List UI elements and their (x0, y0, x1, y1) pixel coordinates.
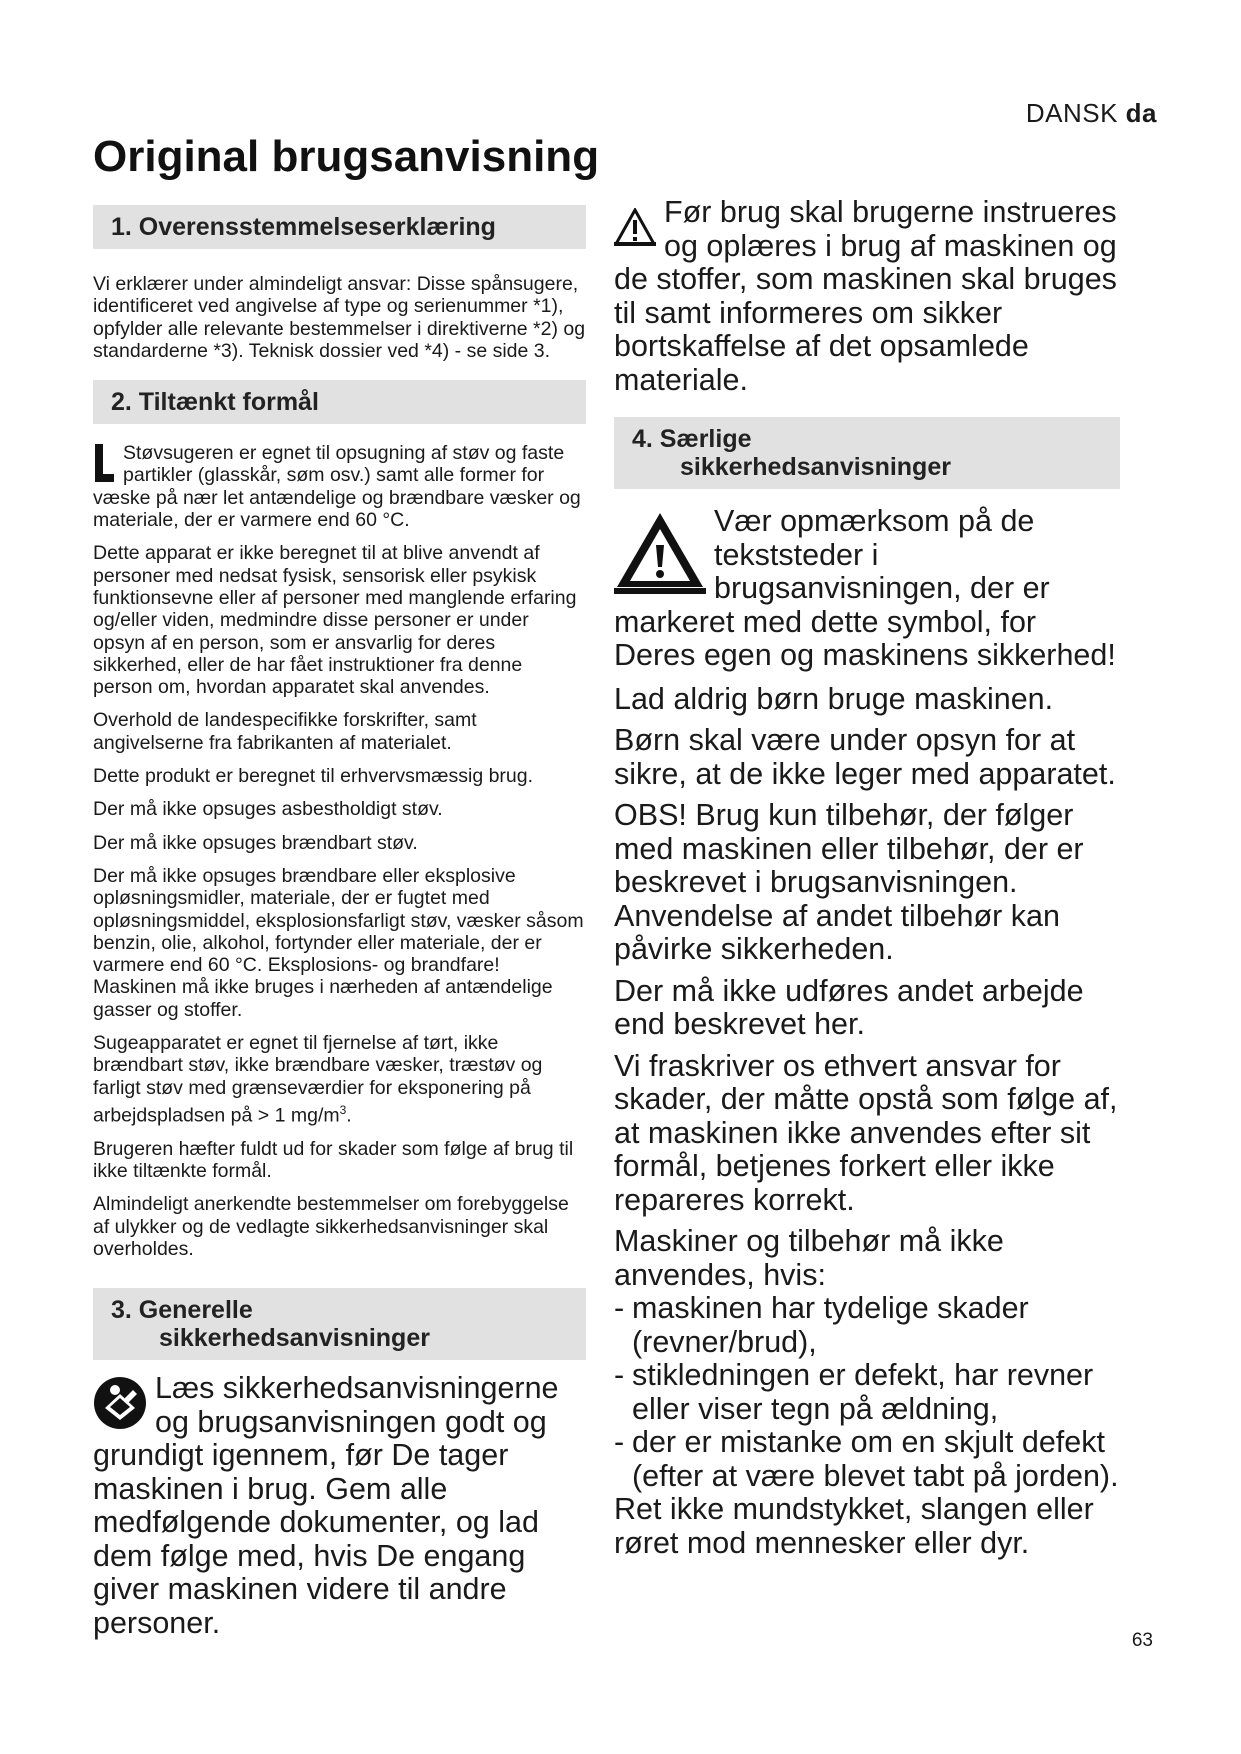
section-3-block (93, 1372, 586, 1640)
page-number: 63 (1131, 1630, 1153, 1651)
read-manual-icon (93, 1376, 147, 1430)
section-4-paragraph: Der må ikke udføres andet arbejde end beskrevet her. (614, 973, 1084, 1041)
section-2-intro: Støvsugeren er egnet til opsugning af støv og faste partikler (glasskår, søm osv.) samt alle former for væske på nær let antændelige og brændbare væsker og materiale, der er varmere end 60 °C. (93, 442, 581, 532)
section-2-paragraph: Der må ikke opsuges asbestholdigt støv. (93, 798, 443, 821)
language-label (1026, 98, 1157, 129)
section-2-paragraph: Der må ikke opsuges brændbare eller eksplosive opløsningsmidler, materiale, der er fugtet med opløsningsmiddel, eksplosionsfarligt støv, væsker såsom benzin, olie, alkohol, fortynder eller materiale, der er varmere end 60 °C. Eksplosions- og brandfare! Maskinen må ikke bruges i nærheden af antændelige gasser og stoffer. (93, 864, 584, 1021)
section-4-paragraph: Børn skal være under opsyn for at sikre, at de ikke leger med apparatet. (614, 723, 1116, 791)
left-column (93, 205, 586, 1640)
section-4-paragraph: Vi fraskriver os ethvert ansvar for skader, der måtte opstå som følge af, at maskinen ikke anvendes efter sit formål, betjenes forkert eller ikke repareres korrekt. (614, 1048, 1118, 1217)
section-4-paragraph: Lad aldrig børn bruge maskinen. (614, 681, 1054, 716)
section-4-list-intro: Maskiner og tilbehør må ikke anvendes, hvis: (614, 1224, 1004, 1292)
section-2-paragraph: Der må ikke opsuges brændbart støv. (93, 831, 418, 854)
right-intro-block (614, 196, 1120, 397)
right-column (614, 196, 1120, 1560)
section-2-paragraph: Dette produkt er beregnet til erhvervsmæssig brug. (93, 765, 534, 788)
section-3-body: Læs sikkerhedsanvisningerne og brugsanvisningen godt og grundigt igennem, før De tager maskinen i brug. Gem alle medfølgende dokumenter, og lad dem følge med, hvis De engang giver maskinen videre til andre personer. (93, 1371, 559, 1640)
dust-text-end: . (346, 1104, 352, 1127)
section-1-heading: 1. Overensstemmelseserklæring (93, 205, 586, 249)
list-item: - maskinen har tydelige skader (revner/brud), (614, 1292, 1120, 1359)
dust-class-paragraph (93, 442, 586, 531)
section-3-heading-number: 3. Generelle (111, 1296, 253, 1325)
warning-triangle-icon (614, 511, 706, 595)
right-intro: Før brug skal brugerne instrueres og oplæres i brug af maskinen og de stoffer, som maskinen skal bruges til samt informeres om sikker bortskaffelse af det opsamlede materiale. (614, 195, 1117, 397)
section-2-paragraph: Dette apparat er ikke beregnet til at blive anvendt af personer med nedsat fysisk, sensorisk eller psykisk funktionsevne eller af personer med manglende erfaring og/eller viden, medmindre disse personer er under opsyn af en person, som er ansvarlig for deres sikkerhed, eller de har fået instruktioner fra denne person om, hvordan apparatet skal anvendes. (93, 542, 577, 699)
section-2-paragraph: Overhold de landespecifikke forskrifter, samt angivelserne fra fabrikanten af materialet. (93, 709, 477, 754)
section-4-heading-number: 4. Særlige (632, 425, 752, 453)
section-4-final: Ret ikke mundstykket, slangen eller røret mod mennesker eller dyr. (614, 1492, 1094, 1560)
damage-list (614, 1292, 1120, 1493)
list-item: - der er mistanke om en skjult defekt (efter at være blevet tabt på jorden). (614, 1426, 1120, 1493)
warning-block (614, 505, 1120, 673)
list-item: - stikledningen er defekt, har revner eller viser tegn på ældning, (614, 1359, 1120, 1426)
dust-text: Sugeapparatet er egnet til fjernelse af tørt, ikke brændbart støv, ikke brændbare væsker, træstøv og farligt støv med grænseværdier for eksponering på arbejdspladsen på > 1 mg/m (93, 1032, 543, 1127)
section-4-heading (614, 417, 1120, 489)
warning-triangle-icon (614, 208, 656, 246)
section-2-paragraph: Brugeren hæfter fuldt ud for skader som følge af brug til ikke tiltænkte formål. (93, 1137, 574, 1182)
section-2-dust-paragraph (93, 1032, 586, 1127)
language-name: DANSK (1025, 98, 1118, 128)
page-title: Original brugsanvisning (93, 132, 600, 181)
section-4-heading-sub: sikkerhedsanvisninger (680, 453, 951, 481)
section-2-heading: 2. Tiltænkt formål (93, 380, 586, 424)
unit-exponent: 3 (339, 1102, 347, 1117)
section-3-heading-sub: sikkerhedsanvisninger (159, 1324, 430, 1353)
section-4-paragraph: OBS! Brug kun tilbehør, der følger med maskinen eller tilbehør, der er beskrevet i brugsanvisningen. Anvendelse af andet tilbehør kan påvirke sikkerheden. (614, 798, 1084, 966)
language-code: da (1125, 98, 1157, 128)
section-2-paragraph: Almindeligt anerkendte bestemmelser om forebyggelse af ulykker og de vedlagte sikkerhedsanvisninger skal overholdes. (93, 1193, 569, 1260)
section-4-warning: Vær opmærksom på de tekststeder i brugsanvisningen, der er markeret med dette symbol, for Deres egen og maskinens sikkerhed! (614, 504, 1116, 672)
section-1-body: Vi erklærer under almindeligt ansvar: Disse spånsugere, identificeret ved angivelse af type og serienummer *1), opfylder alle relevante bestemmelser i direktiverne *2) og standarderne *3). Teknisk dossier ved *4) - se side 3. (93, 273, 586, 362)
section-3-heading (93, 1288, 586, 1360)
L-class-icon (93, 442, 115, 482)
